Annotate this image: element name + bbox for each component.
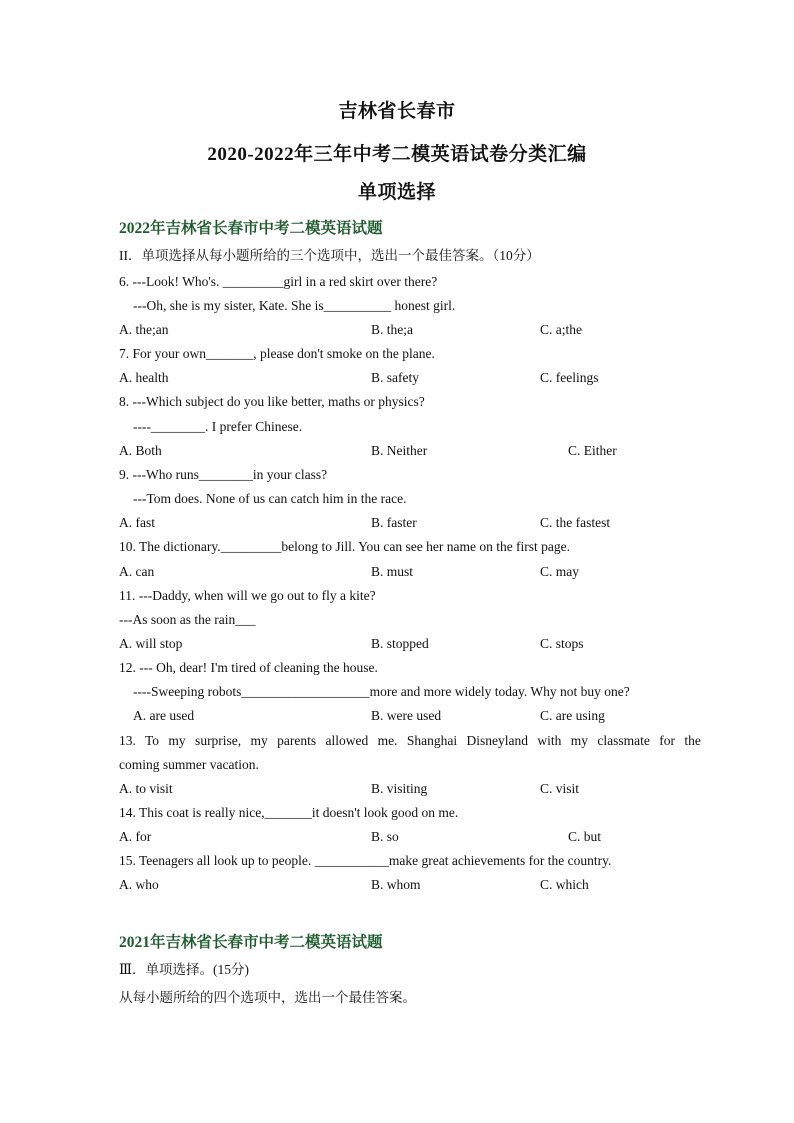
question-6-option-b: B. the;a [371,322,413,337]
question-9-option-c: C. the fastest [540,515,611,530]
question-6-option-a: A. the;an [119,322,169,337]
question-15-option-a: A. who [119,877,159,892]
question-8-option-a: A. Both [119,443,162,458]
question-14-line-1: 14. This coat is really nice,_______it doesn't look good on me. [119,805,459,820]
doc-title-main: 2020-2022年三年中考二模英语试卷分类汇编 [207,144,587,165]
section-heading-2022: 2022年吉林省长春市中考二模英语试题 [119,220,383,237]
question-12-option-c: C. are using [540,708,605,723]
section-instruction-2022: II．单项选择从每小题所给的三个选项中，选出一个最佳答案。（10分） [119,248,540,263]
question-8-option-c: C. Either [568,443,617,458]
question-10-option-c: C. may [540,564,579,579]
question-7-option-a: A. health [119,370,169,385]
question-11-option-b: B. stopped [371,636,429,651]
question-12-line-1: 12. --- Oh, dear! I'm tired of cleaning the house. [119,660,378,675]
question-15-option-c: C. which [540,877,589,892]
question-12-option-a: A. are used [133,708,195,723]
question-15-option-b: B. whom [371,877,421,892]
question-8-line-2: ----________. I prefer Chinese. [133,419,303,434]
question-9-option-a: A. fast [119,515,155,530]
question-9-option-b: B. faster [371,515,417,530]
question-11-line-2: ---As soon as the rain___ [119,612,256,627]
question-11-option-c: C. stops [540,636,584,651]
question-13-option-b: B. visiting [371,781,428,796]
question-14-option-c: C. but [568,829,602,844]
question-14-option-b: B. so [371,829,399,844]
question-13-option-c: C. visit [540,781,580,796]
question-11-line-1: 11. ---Daddy, when will we go out to fly a kite? [119,588,376,603]
question-6-line-2: ---Oh, she is my sister, Kate. She is__________ honest girl. [133,298,456,313]
question-9-line-2: ---Tom does. None of us can catch him in the race. [133,491,407,506]
section-heading-2021: 2021年吉林省长春市中考二模英语试题 [119,934,383,951]
question-6-option-c: C. a;the [540,322,582,337]
question-7-line-1: 7. For your own_______, please don't smoke on the plane. [119,346,435,361]
question-6-line-1: 6. ---Look! Who's. _________girl in a red skirt over there? [119,274,438,289]
question-10-option-b: B. must [371,564,414,579]
question-8-line-1: 8. ---Which subject do you like better, maths or physics? [119,394,425,409]
question-9-line-1: 9. ---Who runs________in your class? [119,467,328,482]
question-7-option-b: B. safety [371,370,419,385]
question-10-line-1: 10. The dictionary._________belong to Jill. You can see her name on the first page. [119,539,571,554]
doc-title-region: 吉林省长春市 [338,101,456,122]
question-13-option-a: A. to visit [119,781,173,796]
section-sub-instruction-2021: 从每小题所给的四个选项中，选出一个最佳答案。 [119,990,416,1005]
question-13-line-1 [119,733,701,749]
question-11-option-a: A. will stop [119,636,183,651]
question-14-option-a: A. for [119,829,152,844]
question-13-line-1-text: 13. To my surprise, my parents allowed me. Shanghai Disneyland with my classmate for the [119,733,701,748]
question-12-option-b: B. were used [371,708,442,723]
question-8-option-b: B. Neither [371,443,428,458]
doc-title-topic: 单项选择 [357,182,436,203]
question-10-option-a: A. can [119,564,155,579]
question-12-line-2: ----Sweeping robots___________________more and more widely today. Why not buy one? [133,684,630,699]
question-7-option-c: C. feelings [540,370,599,385]
section-instruction-2021: Ⅲ．单项选择。(15分) [119,962,250,977]
question-13-line-2: coming summer vacation. [119,757,259,772]
question-15-line-1: 15. Teenagers all look up to people. ___________make great achievements for the country. [119,853,612,868]
